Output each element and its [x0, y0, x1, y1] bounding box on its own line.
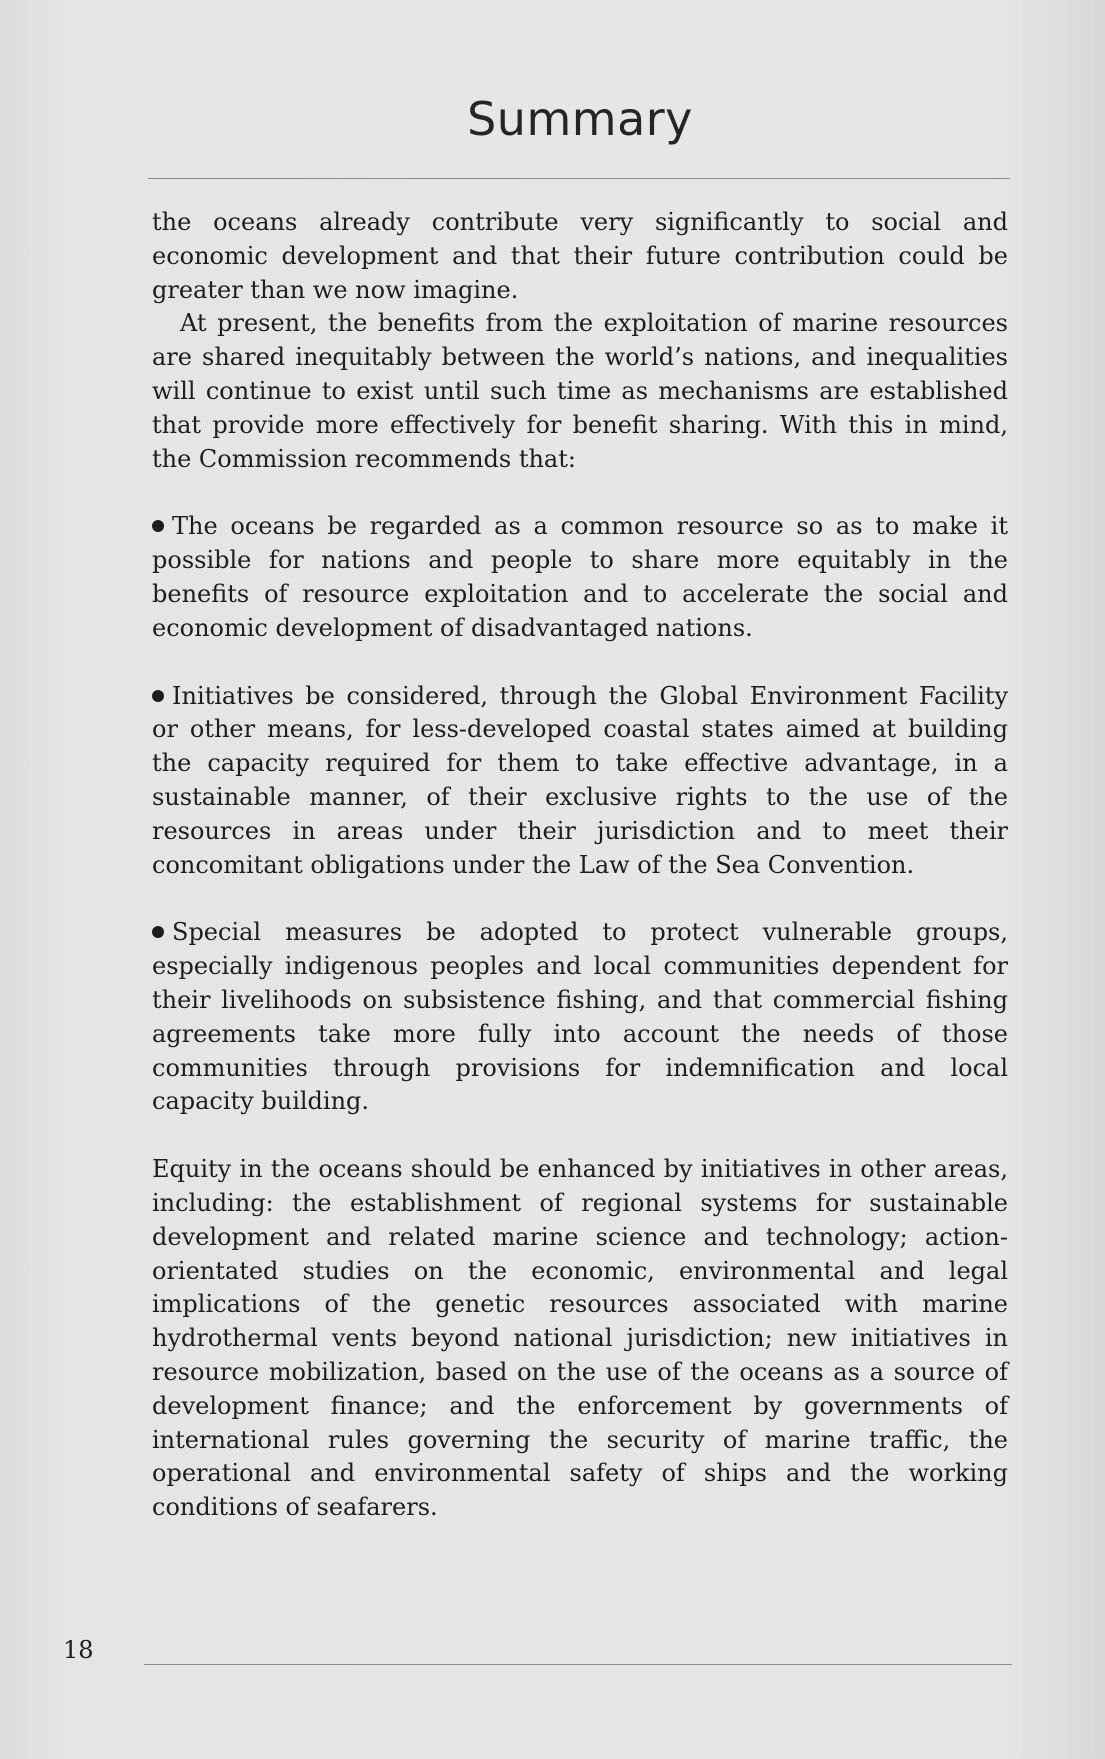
bullet-text: The oceans be regarded as a common resource so as to make it possible for nations and people to share more equitably in the benefits of resource exploitation and to accelerate the social and economic development of disadvantaged nations.	[152, 512, 1008, 642]
bullet-icon	[152, 520, 164, 532]
header-divider	[148, 178, 1010, 179]
body-text	[152, 206, 1008, 1525]
intro-paragraph: the oceans already contribute very significantly to social and economic development and that their future contribution could be greater than we now imagine.	[152, 208, 1008, 304]
bullet-icon	[152, 926, 164, 938]
page-number: 18	[63, 1636, 94, 1664]
footer-divider	[144, 1664, 1012, 1665]
bullet-item	[152, 916, 1008, 1119]
page-title: Summary	[467, 92, 693, 146]
bullet-icon	[152, 690, 164, 702]
paragraph: At present, the benefits from the exploitation of marine resources are shared inequitably between the world’s nations, and inequalities will continue to exist until such time as mechanisms are established that provide more effectively for benefit sharing. With this in mind, the Commission recommends that:	[152, 309, 1008, 473]
bullet-text: Initiatives be considered, through the Global Environment Facility or other means, for less-developed coastal states aimed at building the capacity required for them to take effective advantage, in a sustainable manner, of their exclusive rights to the use of the resources in areas under their jurisdiction and to meet their concomitant obligations under the Law of the Sea Convention.	[152, 681, 1008, 879]
bullet-item	[152, 510, 1008, 645]
bullet-item	[152, 680, 1008, 883]
bullet-text: Special measures be adopted to protect vulnerable groups, especially indigenous peoples and local communities dependent for their livelihoods on subsistence fishing, and that commercial fishing agreements take more fully into account the needs of those communities through provisions for indemnification and local capacity building.	[152, 918, 1008, 1116]
closing-paragraph: Equity in the oceans should be enhanced by initiatives in other areas, including: the establishment of regional systems for sustainable development and related marine science and technology; action-orientated studies on the economic, environmental and legal implications of the genetic resources associated with marine hydrothermal vents beyond national jurisdiction; new initiatives in resource mobilization, based on the use of the oceans as a source of development finance; and the enforcement by governments of international rules governing the security of marine traffic, the operational and environmental safety of ships and the working conditions of seafarers.	[152, 1155, 1008, 1522]
